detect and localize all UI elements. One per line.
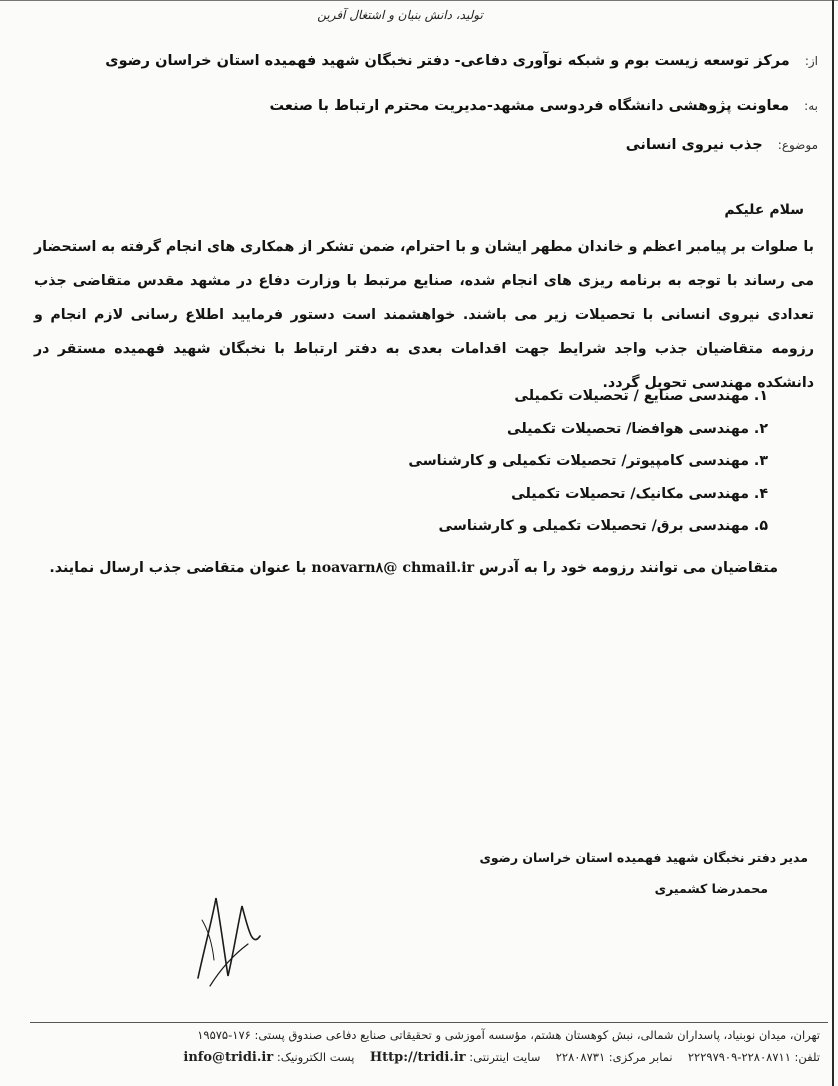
from-label: از: [804,54,818,68]
requirements-list [268,380,768,543]
signatory-name: محمدرضا کشمیری [654,881,768,896]
fax-value: ۲۲۸۰۸۷۳۱ [555,1050,606,1064]
closing-after: با عنوان متقاضی جذب ارسال نمایند. [49,560,307,576]
from-row [105,50,818,69]
to-value: معاونت پژوهشی دانشگاه فردوسی مشهد-مدیریت محترم ارتباط با صنعت [269,98,790,114]
list-item: ۱. مهندسی صنایع / تحصیلات تکمیلی [514,388,768,404]
phone-value: ۲۲۸۰۸۷۱۱-۲۲۲۹۷۹۰۹ [687,1050,791,1064]
list-item: ۳. مهندسی کامپیوتر/ تحصیلات تکمیلی و کارشناسی [408,453,768,469]
contact-email: noavarn۸@ chmail.ir [311,560,475,576]
handwritten-signature [190,890,270,1000]
signature-block [479,850,808,896]
subject-row [626,134,818,153]
website-link[interactable]: Http://tridi.ir [369,1050,466,1065]
letterhead-motto: تولید، دانش بنیان و اشتغال آفرین [317,8,483,22]
from-value: مرکز توسعه زیست بوم و شبکه نوآوری دفاعی- دفتر نخبگان شهید فهمیده استان خراسان رضوی [105,53,790,69]
website-label: سایت اینترنتی: [469,1050,541,1064]
to-label: به: [804,99,818,113]
right-border [832,0,834,1086]
greeting: سلام علیکم [724,202,804,218]
phone-label: تلفن: [794,1050,820,1064]
footer-divider [30,1022,828,1023]
list-item: ۲. مهندسی هوافضا/ تحصیلات تکمیلی [506,420,768,437]
top-border [0,0,838,1]
list-item: ۴. مهندسی مکانیک/ تحصیلات تکمیلی [511,485,768,502]
footer-email-link[interactable]: info@tridi.ir [183,1050,274,1065]
fax-label: نمابر مرکزی: [608,1050,673,1064]
closing-before: متقاضیان می توانند رزومه خود را به آدرس [479,560,778,576]
footer-address: تهران، میدان نوبنیاد، پاسداران شمالی، نبش کوهستان هشتم، مؤسسه آموزشی و تحقیقاتی صنایع دفاعی صندوق پستی: ۱۷۶-۱۹۵۷۵ [197,1028,820,1042]
closing-sentence [18,560,778,576]
signatory-title: مدیر دفتر نخبگان شهید فهمیده استان خراسان رضوی [479,850,808,865]
email-label: پست الکترونیک: [276,1050,355,1064]
subject-label: موضوع: [777,138,818,152]
footer-contact [183,1050,820,1065]
to-row [270,95,818,114]
list-item: ۵. مهندسی برق/ تحصیلات تکمیلی و کارشناسی [438,518,768,534]
body-paragraph: با صلوات بر پیامبر اعظم و خاندان مطهر ایشان و با احترام، ضمن تشکر از همکاری های انجام گرفته به استحضار می رساند با توجه به برنامه ریزی های انجام شده، صنایع مرتبط با وزارت دفاع در مشهد مقدس متقاضی جذب تعدادی نیروی انسانی با تحصیلات زیر می باشند. خواهشمند است دستور فرمایید اطلاع رسانی لازم انجام و رزومه متقاضیان جذب واجد شرایط جهت اقدامات بعدی به دفتر ارتباط با نخبگان شهید فهمیده مستقر در دانشکده مهندسی تحویل گردد. [34,239,814,391]
subject-value: جذب نیروی انسانی [625,137,763,153]
